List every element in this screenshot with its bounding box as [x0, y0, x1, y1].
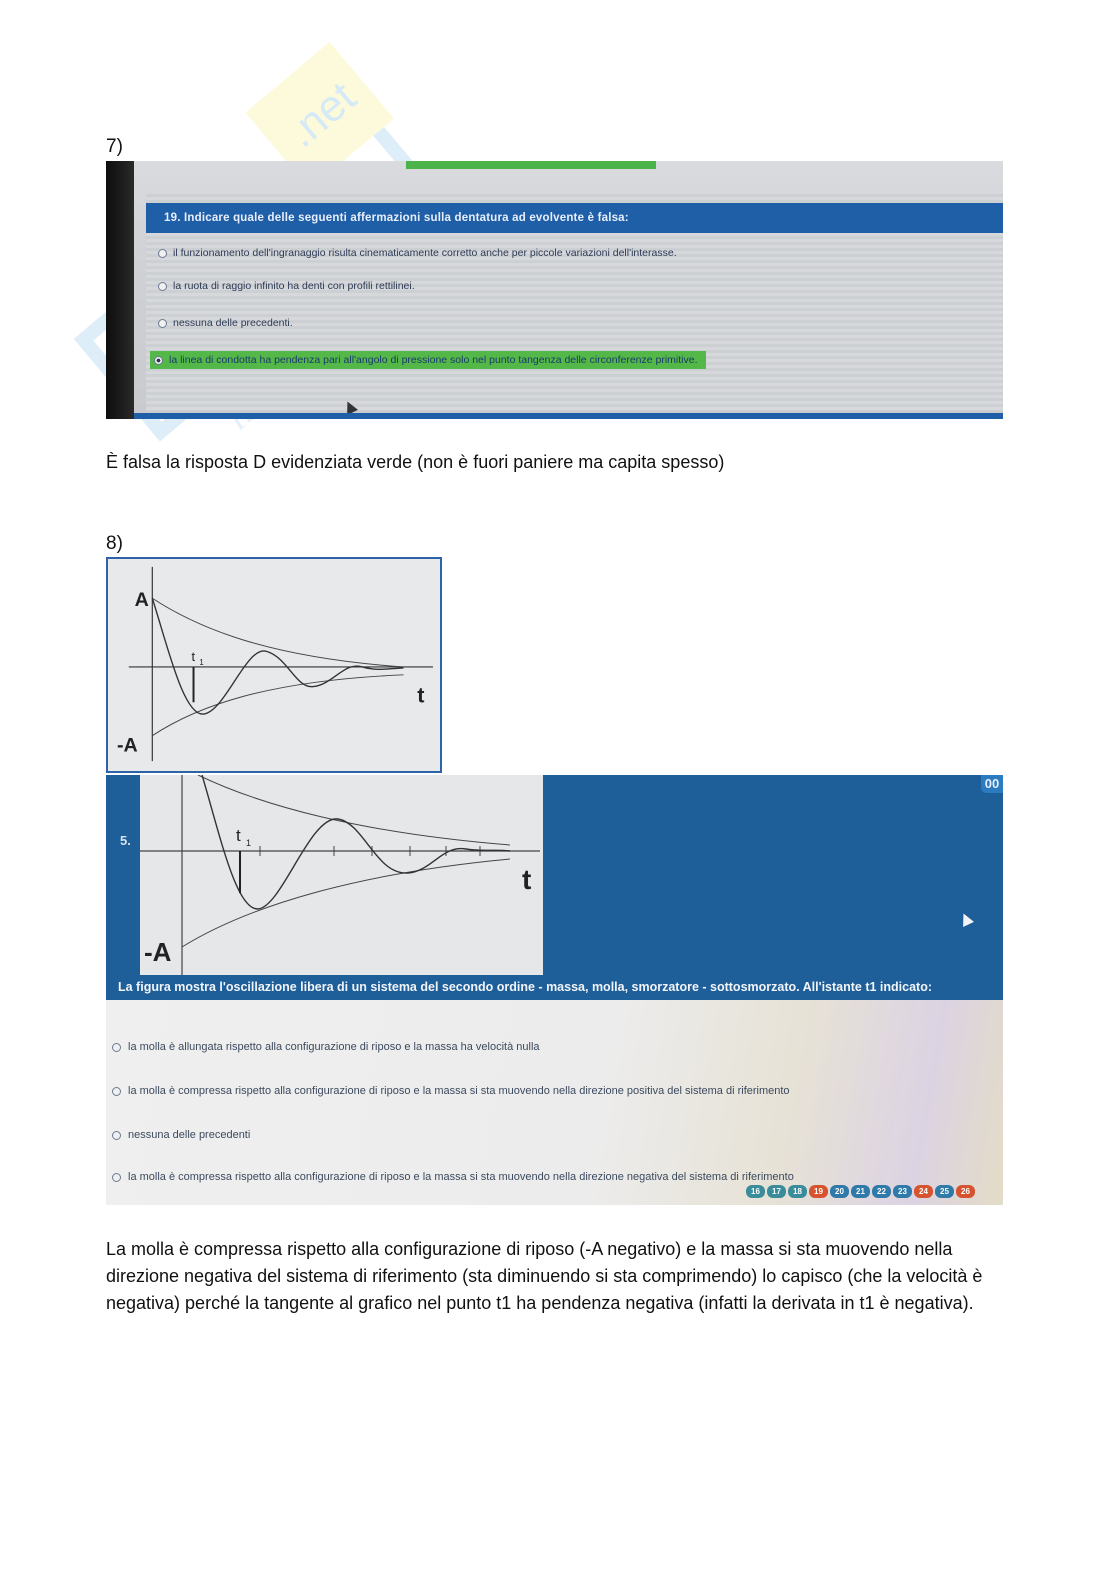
answer-option-c[interactable]	[112, 1129, 250, 1141]
question-text: La figura mostra l'oscillazione libera di un sistema del secondo ordine - massa, molla, smorzatore - sottosmorzato. All'istante t1 indicato:	[118, 980, 932, 994]
answer-label: il funzionamento dell'ingranaggio risulta cinematicamente corretto anche per piccole variazioni dell'interasse.	[173, 247, 677, 259]
radio-icon[interactable]	[112, 1173, 121, 1182]
damped-oscillation-graph	[106, 557, 442, 773]
pager-button[interactable]: 24	[914, 1185, 933, 1198]
answer-option-a[interactable]	[112, 1041, 540, 1053]
monitor-edge	[106, 161, 134, 419]
answer-label: la molla è allungata rispetto alla configurazione di riposo e la massa ha velocità nulla	[128, 1041, 540, 1053]
radio-icon[interactable]	[158, 249, 167, 258]
upper-envelope	[152, 598, 403, 667]
answer-label: la molla è compressa rispetto alla configurazione di riposo e la massa si sta muovendo nella direzione positiva del sistema di riferimento	[128, 1085, 790, 1097]
answer-label: la linea di condotta ha pendenza pari all'angolo di pressione solo nel punto tangenza delle circonferenze primitive.	[169, 354, 698, 366]
y-bottom-label: -A	[144, 937, 172, 967]
x-axis-label: t	[522, 864, 532, 895]
t1-label-subscript: 1	[199, 658, 204, 667]
section-8-number: 8)	[106, 533, 123, 554]
pager-button[interactable]: 21	[851, 1185, 870, 1198]
radio-icon[interactable]	[112, 1131, 121, 1140]
watermark-brand: .net	[277, 72, 366, 158]
t1-label-subscript: 1	[246, 838, 252, 848]
answer-option-d-selected[interactable]	[150, 351, 706, 369]
answer-option-d[interactable]	[112, 1171, 794, 1183]
answers-panel	[106, 1000, 1003, 1205]
pager-button[interactable]: 16	[746, 1185, 765, 1198]
answer-label: la molla è compressa rispetto alla configurazione di riposo e la massa si sta muovendo nella direzione negativa del sistema di riferimento	[128, 1171, 794, 1183]
radio-checked-icon[interactable]	[154, 356, 163, 365]
answer-label: la ruota di raggio infinito ha denti con profili rettilinei.	[173, 280, 415, 292]
t1-label: t	[236, 826, 241, 845]
oscillation-curve	[152, 598, 403, 714]
answer-label: nessuna delle precedenti	[128, 1129, 251, 1141]
question-graph	[140, 775, 543, 975]
y-bottom-label: -A	[116, 734, 138, 757]
section-7-comment: È falsa la risposta D evidenziata verde (non è fuori paniere ma capita spesso)	[106, 452, 725, 472]
pager-button[interactable]: 19	[809, 1185, 828, 1198]
mouse-cursor-icon	[958, 911, 974, 927]
t1-label: t	[191, 649, 196, 665]
pager-button[interactable]: 23	[893, 1185, 912, 1198]
answer-label: nessuna delle precedenti.	[173, 317, 293, 329]
section-7-number: 7)	[106, 136, 123, 157]
pager-button[interactable]: 17	[767, 1185, 786, 1198]
pager-button[interactable]: 26	[956, 1185, 975, 1198]
panel-bottom-border	[134, 413, 1003, 419]
pager-button[interactable]: 22	[872, 1185, 891, 1198]
answer-option-b[interactable]	[112, 1085, 790, 1097]
answer-option-a[interactable]	[158, 247, 677, 259]
question-number: 5.	[120, 833, 131, 848]
question-header: 19. Indicare quale delle seguenti affermazioni sulla dentatura ad evolvente è falsa:	[146, 203, 1003, 233]
x-axis-label: t	[417, 682, 425, 708]
answer-option-b[interactable]	[158, 280, 415, 292]
question-pager	[746, 1185, 975, 1198]
y-top-label: A	[134, 589, 149, 612]
radio-icon[interactable]	[112, 1087, 121, 1096]
oscillation-question-screenshot	[106, 775, 1003, 1205]
progress-strip	[406, 161, 656, 169]
answer-option-c[interactable]	[158, 317, 293, 329]
pager-button[interactable]: 20	[830, 1185, 849, 1198]
radio-icon[interactable]	[158, 282, 167, 291]
timer-badge: 00	[981, 775, 1003, 793]
section-8-explanation: La molla è compressa rispetto alla configurazione di riposo (-A negativo) e la massa si sta muovendo nella direzione negativa del sistema di riferimento (sta diminuendo si sta comprimendo) lo capisco (che la velocità è negativa) perché la tangente al grafico nel punto t1 ha pendenza negativa (infatti la derivata in t1 è negativa).	[106, 1239, 983, 1313]
pager-button[interactable]: 25	[935, 1185, 954, 1198]
gear-question-screenshot	[106, 161, 1003, 419]
upper-envelope	[198, 775, 510, 845]
radio-icon[interactable]	[158, 319, 167, 328]
pager-button[interactable]: 18	[788, 1185, 807, 1198]
radio-icon[interactable]	[112, 1043, 121, 1052]
